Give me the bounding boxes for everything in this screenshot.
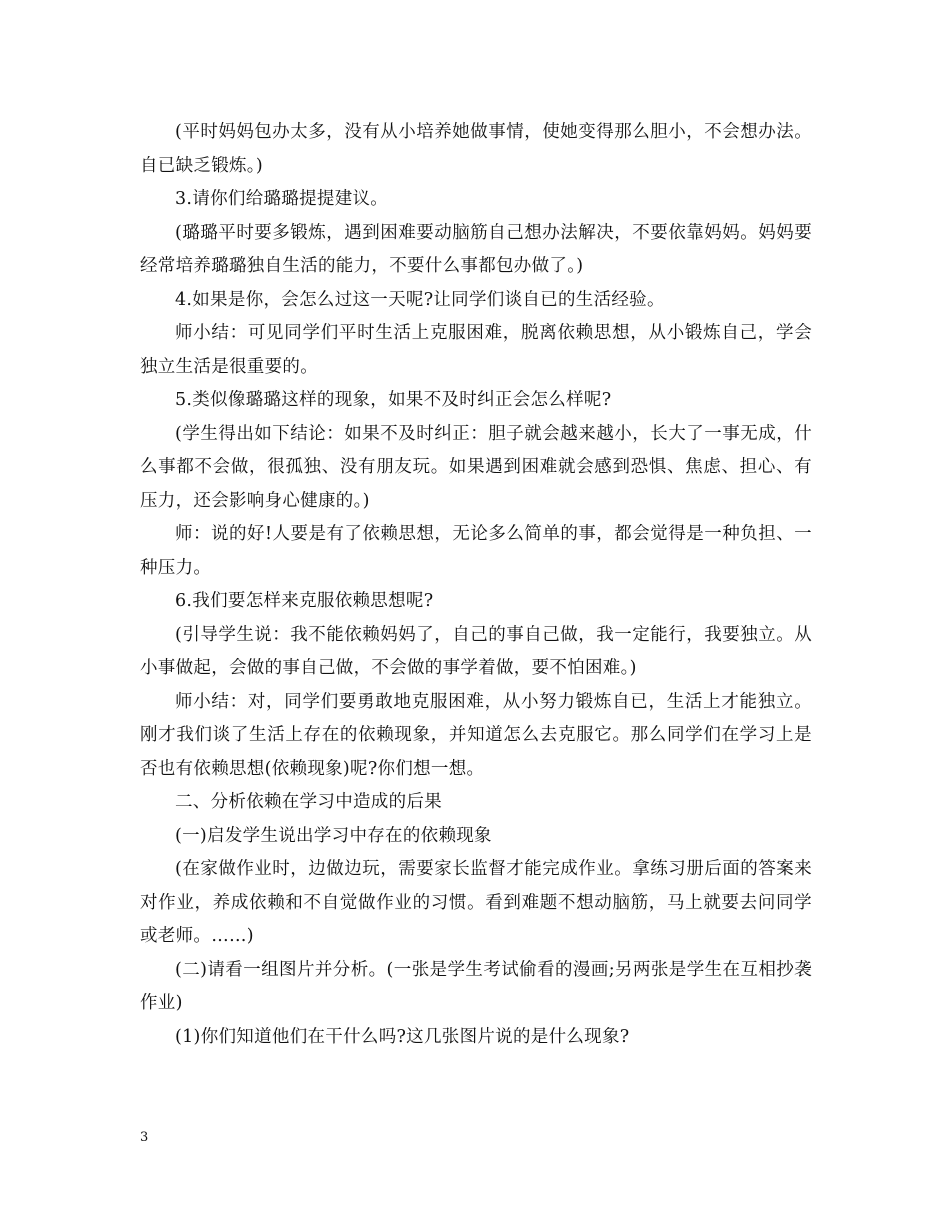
paragraph: 3.请你们给璐璐提提建议。: [175, 189, 389, 209]
paragraph: 师：说的好!人要是有了依赖思想，无论多么简单的事，都会觉得是一种负担、一种压力。: [140, 524, 812, 578]
paragraph: 师小结：可见同学们平时生活上克服困难，脱离依赖思想，从小锻炼自己，学会独立生活是很重要的。: [140, 323, 812, 377]
paragraph: 6.我们要怎样来克服依赖思想呢?: [175, 591, 434, 611]
paragraph: 4.如果是你，会怎么过这一天呢?让同学们谈自已的生活经验。: [175, 289, 665, 310]
section-heading: 二、分析依赖在学习中造成的后果: [175, 792, 442, 812]
subsection-heading: (一)启发学生说出学习中存在的依赖现象: [175, 825, 492, 846]
paragraph: 师小结：对，同学们要勇敢地克服困难，从小努力锻炼自已，生活上才能独立。刚才我们谈了生活上存在的依赖现象，并知道怎么去克服它。那么同学们在学习上是否也有依赖思想(依赖现象)呢?你们想一想。: [140, 691, 812, 779]
paragraph: 5.类似像璐璐这样的现象，如果不及时纠正会怎么样呢?: [175, 390, 612, 410]
document-body: [140, 116, 812, 1054]
subsection-heading: (二)请看一组图片并分析。(一张是学生考试偷看的漫画;另两张是学生在互相抄袭作业): [140, 959, 812, 1013]
paragraph: (学生得出如下结论：如果不及时纠正：胆子就会越来越小，长大了一事无成，什么事都不会做，很孤独、没有朋友玩。如果遇到困难就会感到恐惧、焦虑、担心、有压力，还会影响身心健康的。): [140, 423, 812, 511]
paragraph: (平时妈妈包办太多，没有从小培养她做事情，使她变得那么胆小，不会想办法。自已缺乏锻炼。): [140, 122, 812, 176]
paragraph: (璐璐平时要多锻炼，遇到困难要动脑筋自己想办法解决，不要依靠妈妈。妈妈要经常培养璐璐独自生活的能力，不要什么事都包办做了。): [140, 222, 812, 276]
paragraph: (在家做作业时，边做边玩，需要家长监督才能完成作业。拿练习册后面的答案来对作业，养成依赖和不自觉做作业的习惯。看到难题不想动脑筋，马上就要去问同学或老师。……): [140, 859, 812, 946]
paragraph: (1)你们知道他们在干什么吗?这几张图片说的是什么现象?: [175, 1026, 630, 1047]
page-number: 3: [140, 1130, 149, 1145]
paragraph: (引导学生说：我不能依赖妈妈了，自己的事自己做，我一定能行，我要独立。从小事做起，会做的事自己做，不会做的事学着做，要不怕困难。): [140, 624, 812, 678]
